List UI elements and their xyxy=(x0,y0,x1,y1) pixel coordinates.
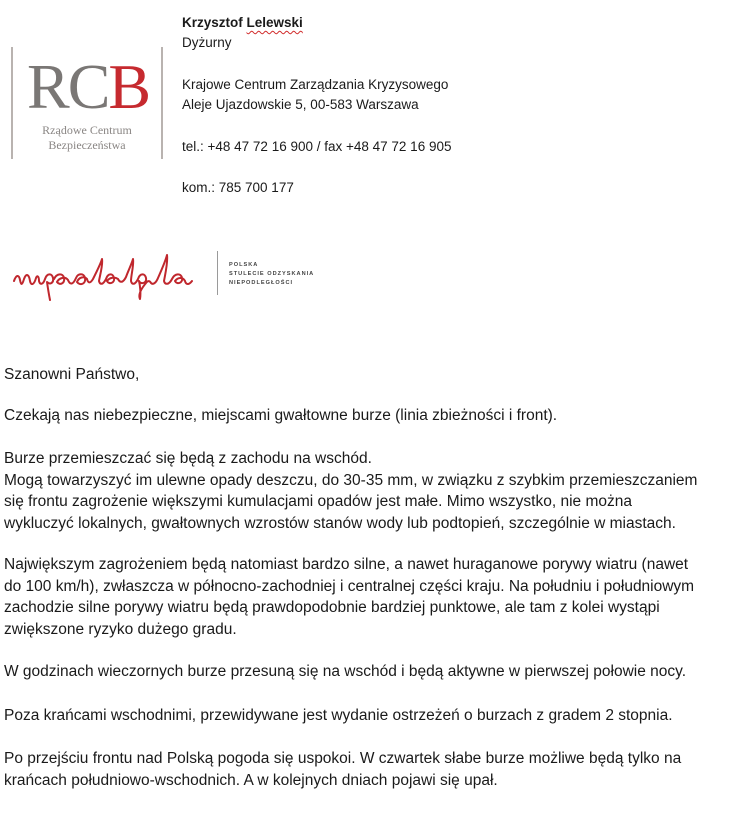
niepodlegla-text-line1: POLSKA xyxy=(229,262,259,268)
niepodlegla-text-line3: NIEPODLEGŁOŚCI xyxy=(229,280,294,286)
paragraph-line: krańcach południowo-wschodnich. A w kolejnych dniach pojawi się upał. xyxy=(4,771,498,789)
niepodlegla-logo xyxy=(10,245,340,305)
paragraph-line: zwiększone ryzyko dużego gradu. xyxy=(4,620,237,638)
paragraph-line: Poza krańcami wschodnimi, przewidywane jest wydanie ostrzeżeń o burzach z gradem 2 stopnia. xyxy=(4,707,673,724)
niepodlegla-text-line2: STULECIE ODZYSKANIA xyxy=(229,271,315,277)
signature-phone-fax: tel.: +48 47 72 16 900 / fax +48 47 72 16 905 xyxy=(182,139,452,154)
paragraph-line: Burze przemieszczać się będą z zachodu na wschód. xyxy=(4,450,372,467)
signature-organization: Krajowe Centrum Zarządzania Kryzysowego xyxy=(182,77,449,92)
paragraph-line: W godzinach wieczornych burze przesuną się na wschód i będą aktywne w pierwszej połowie nocy. xyxy=(4,663,687,680)
paragraph-line: Po przejściu frontu nad Polską pogoda się uspokoi. W czwartek słabe burze możliwe będą tylko na xyxy=(4,750,682,767)
rcb-logo xyxy=(11,47,163,159)
misspelled-word: Lelewski xyxy=(246,15,303,30)
niepodlegla-script-logo xyxy=(10,245,215,305)
paragraph-line: się frontu zagrożenie większymi kumulacjami opadów jest małe. Mimo wszystko, nie można xyxy=(4,493,632,510)
signature-name: Krzysztof Lelewski xyxy=(182,15,303,30)
paragraph-line: zachodzie silne porywy wiatru będą prawdopodobnie bardziej punktowe, ale tam z kolei wystąpi xyxy=(4,599,660,616)
rcb-logo-letters: RCB xyxy=(27,51,150,122)
niepodlegla-divider xyxy=(217,251,218,295)
rcb-logo-subtitle-line1: Rządowe Centrum xyxy=(42,123,132,137)
rcb-logo-subtitle-line2: Bezpieczeństwa xyxy=(48,138,126,152)
paragraph-line: Czekają nas niebezpieczne, miejscami gwałtowne burze (linia zbieżności i front). xyxy=(4,407,558,424)
greeting: Szanowni Państwo, xyxy=(4,366,140,383)
paragraph-line: Mogą towarzyszyć im ulewne opady deszczu, do 30-35 mm, w związku z szybkim przemieszczaniem xyxy=(4,471,698,489)
paragraph-line: Największym zagrożeniem będą natomiast bardzo silne, a nawet huraganowe porywy wiatru (nawet xyxy=(4,556,689,573)
paragraph-line: do 100 km/h), zwłaszcza w północno-zachodniej i centralnej części kraju. Na południu i południowym xyxy=(4,577,695,595)
paragraph-line: wykluczyć lokalnych, gwałtownych wzrostów stanów wody lub podtopień, szczególnie w miastach. xyxy=(4,514,676,532)
signature-role: Dyżurny xyxy=(182,35,232,50)
signature-address: Aleje Ujazdowskie 5, 00-583 Warszawa xyxy=(182,97,419,112)
signature-mobile: kom.: 785 700 177 xyxy=(182,180,294,195)
